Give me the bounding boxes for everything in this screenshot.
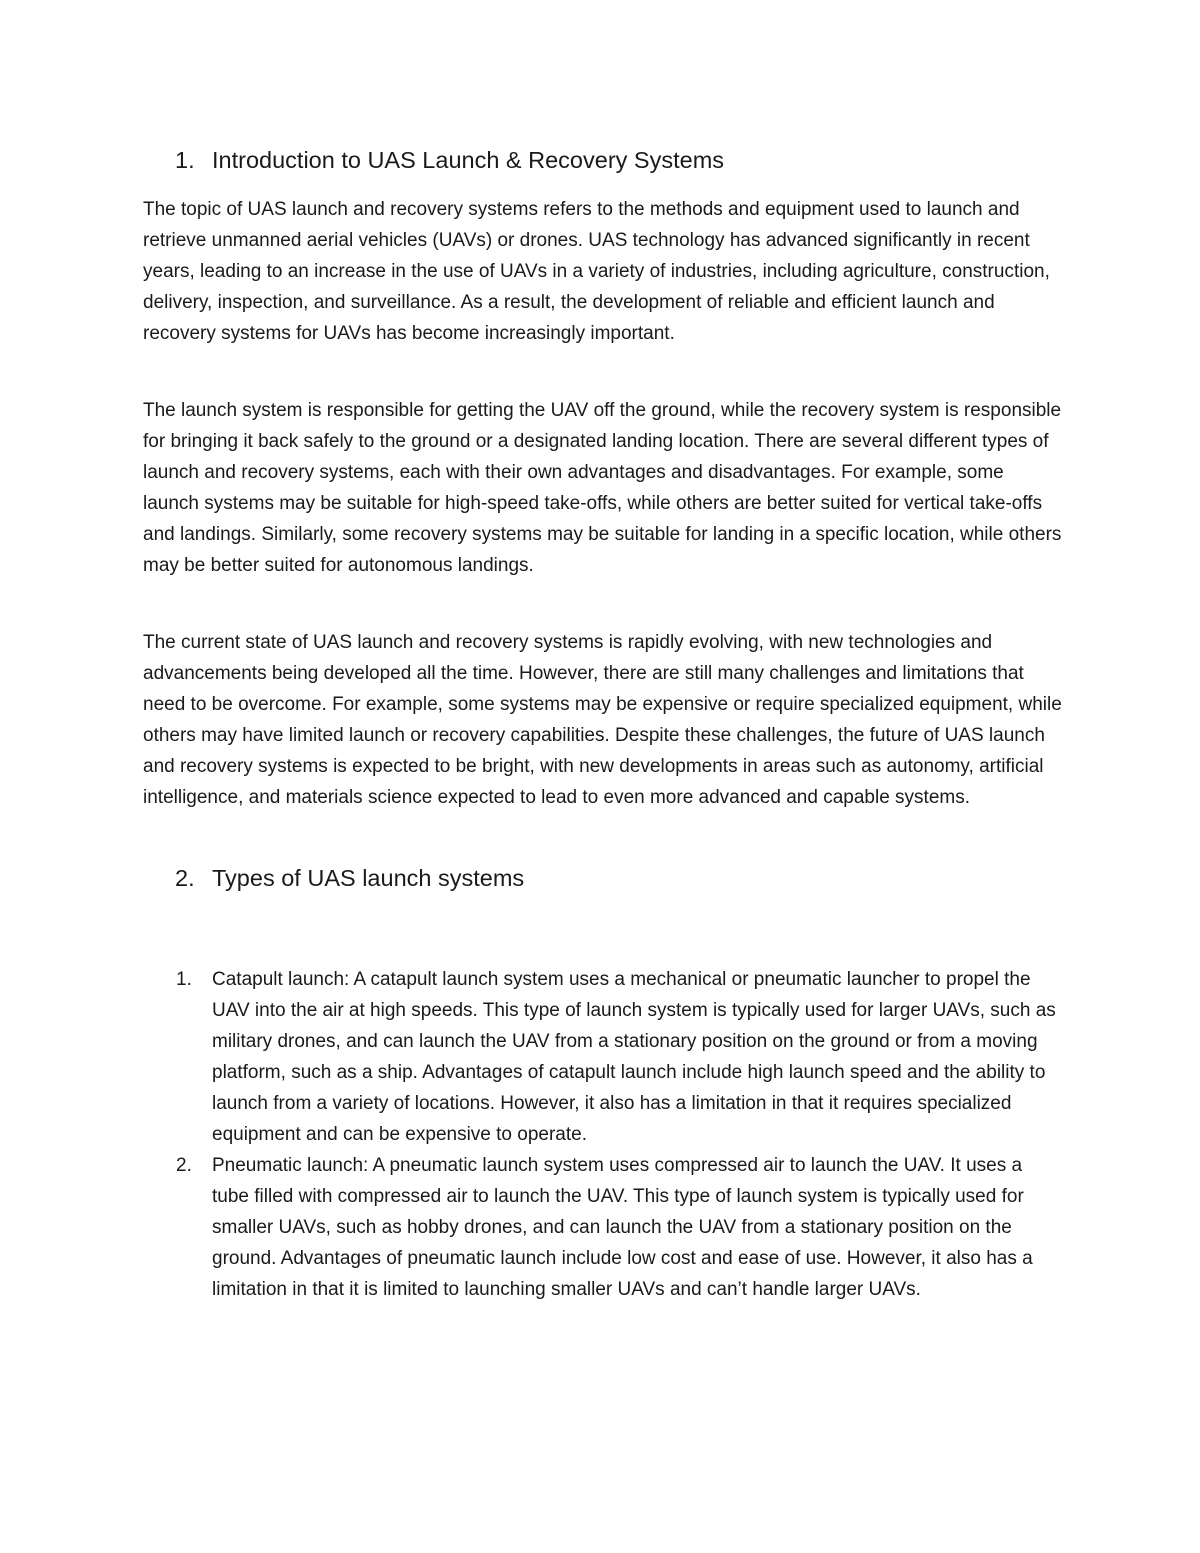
list-item-number: 1. — [176, 969, 192, 990]
list-item-text: Catapult launch: A catapult launch system uses a mechanical or pneumatic launcher to propel the UAV into the air at high speeds. This type of launch system is typically used for larger UAVs, such as military drones, and can launch the UAV from a stationary position on the ground or from a moving platform, such as a ship. Advantages of catapult launch include high launch speed and the ability to launch from a variety of locations. However, it also has a limitation in that it requires specialized equipment and can be expensive to operate. — [212, 969, 1056, 1145]
section-1-title: Introduction to UAS Launch & Recovery Systems — [212, 147, 725, 173]
section-1-number: 1. — [175, 147, 195, 173]
section-1-paragraph-2: The launch system is responsible for getting the UAV off the ground, while the recovery system is responsible for bringing it back safely to the ground or a designated landing location. There are several different types of launch and recovery systems, each with their own advantages and disadvantages. For example, some launch systems may be suitable for high-speed take-offs, while others are better suited for vertical take-offs and landings. Similarly, some recovery systems may be suitable for landing in a specific location, while others may be better suited for autonomous landings. — [143, 400, 1062, 576]
section-2-heading — [175, 863, 1075, 894]
section-1-heading — [175, 145, 1075, 176]
section-1-paragraph-3: The current state of UAS launch and recovery systems is rapidly evolving, with new technologies and advancements being developed all the time. However, there are still many challenges and limitations that need to be overcome. For example, some systems may be expensive or require specialized equipment, while others may have limited launch or recovery capabilities. Despite these challenges, the future of UAS launch and recovery systems is expected to be bright, with new developments in areas such as autonomy, artificial intelligence, and materials science expected to lead to even more advanced and capable systems. — [143, 632, 1062, 808]
section-2-title: Types of UAS launch systems — [212, 865, 525, 891]
section-2-number: 2. — [175, 865, 195, 891]
launch-types-list — [143, 964, 1063, 1305]
list-item — [143, 1150, 1063, 1305]
list-item-number: 2. — [176, 1155, 192, 1176]
list-item-text: Pneumatic launch: A pneumatic launch system uses compressed air to launch the UAV. It uses a tube filled with compressed air to launch the UAV. This type of launch system is typically used for smaller UAVs, such as hobby drones, and can launch the UAV from a stationary position on the ground. Advantages of pneumatic launch include low cost and ease of use. However, it also has a limitation in that it is limited to launching smaller UAVs and can’t handle larger UAVs. — [212, 1155, 1033, 1300]
list-item — [143, 964, 1063, 1150]
section-1-paragraph-1: The topic of UAS launch and recovery systems refers to the methods and equipment used to launch and retrieve unmanned aerial vehicles (UAVs) or drones. UAS technology has advanced significantly in recent years, leading to an increase in the use of UAVs in a variety of industries, including agriculture, construction, delivery, inspection, and surveillance. As a result, the development of reliable and efficient launch and recovery systems for UAVs has become increasingly important. — [143, 199, 1050, 344]
